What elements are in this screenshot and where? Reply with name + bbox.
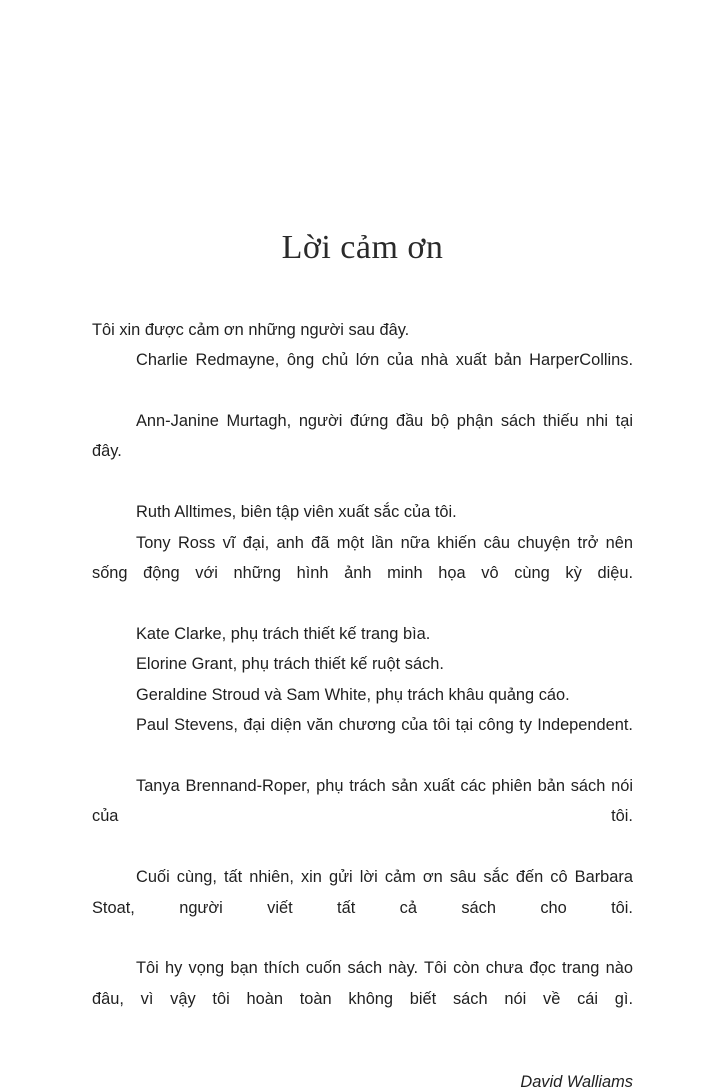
- paragraph-2: Charlie Redmayne, ông chủ lớn của nhà xuất bản HarperCollins.: [136, 351, 633, 370]
- paragraph-11: Cuối cùng, tất nhiên, xin gửi lời cảm ơn sâu sắc đến cô Barbara Stoat, người viết tất cả sách cho tôi.: [92, 868, 633, 917]
- paragraph-12: Tôi hy vọng bạn thích cuốn sách này. Tôi còn chưa đọc trang nào đâu, vì vậy tôi hoàn toàn không biết sách nói về cái gì.: [92, 959, 633, 1008]
- paragraph-9: Paul Stevens, đại diện văn chương của tôi tại công ty Independent.: [136, 716, 633, 735]
- paragraph-5: Tony Ross vĩ đại, anh đã một lần nữa khiến câu chuyện trở nên sống động với những hình ảnh minh họa vô cùng kỳ diệu.: [92, 533, 633, 583]
- paragraph-3: Ann-Janine Murtagh, người đứng đầu bộ phận sách thiếu nhi tại đây.: [92, 412, 633, 461]
- paragraph-8: Geraldine Stroud và Sam White, phụ trách khâu quảng cáo.: [136, 685, 570, 704]
- paragraph-1: Tôi xin được cảm ơn những người sau đây.: [92, 320, 410, 339]
- paragraph-4: Ruth Alltimes, biên tập viên xuất sắc của tôi.: [136, 503, 457, 522]
- paragraph-6: Kate Clarke, phụ trách thiết kế trang bìa.: [136, 624, 431, 643]
- author-signature: David Walliams: [520, 1072, 633, 1091]
- acknowledgements-body: [92, 315, 633, 1045]
- paragraph-7: Elorine Grant, phụ trách thiết kế ruột sách.: [136, 655, 444, 674]
- paragraph-10: Tanya Brennand-Roper, phụ trách sản xuất các phiên bản sách nói của tôi.: [92, 776, 633, 826]
- page-title: Lời cảm ơn: [281, 229, 444, 266]
